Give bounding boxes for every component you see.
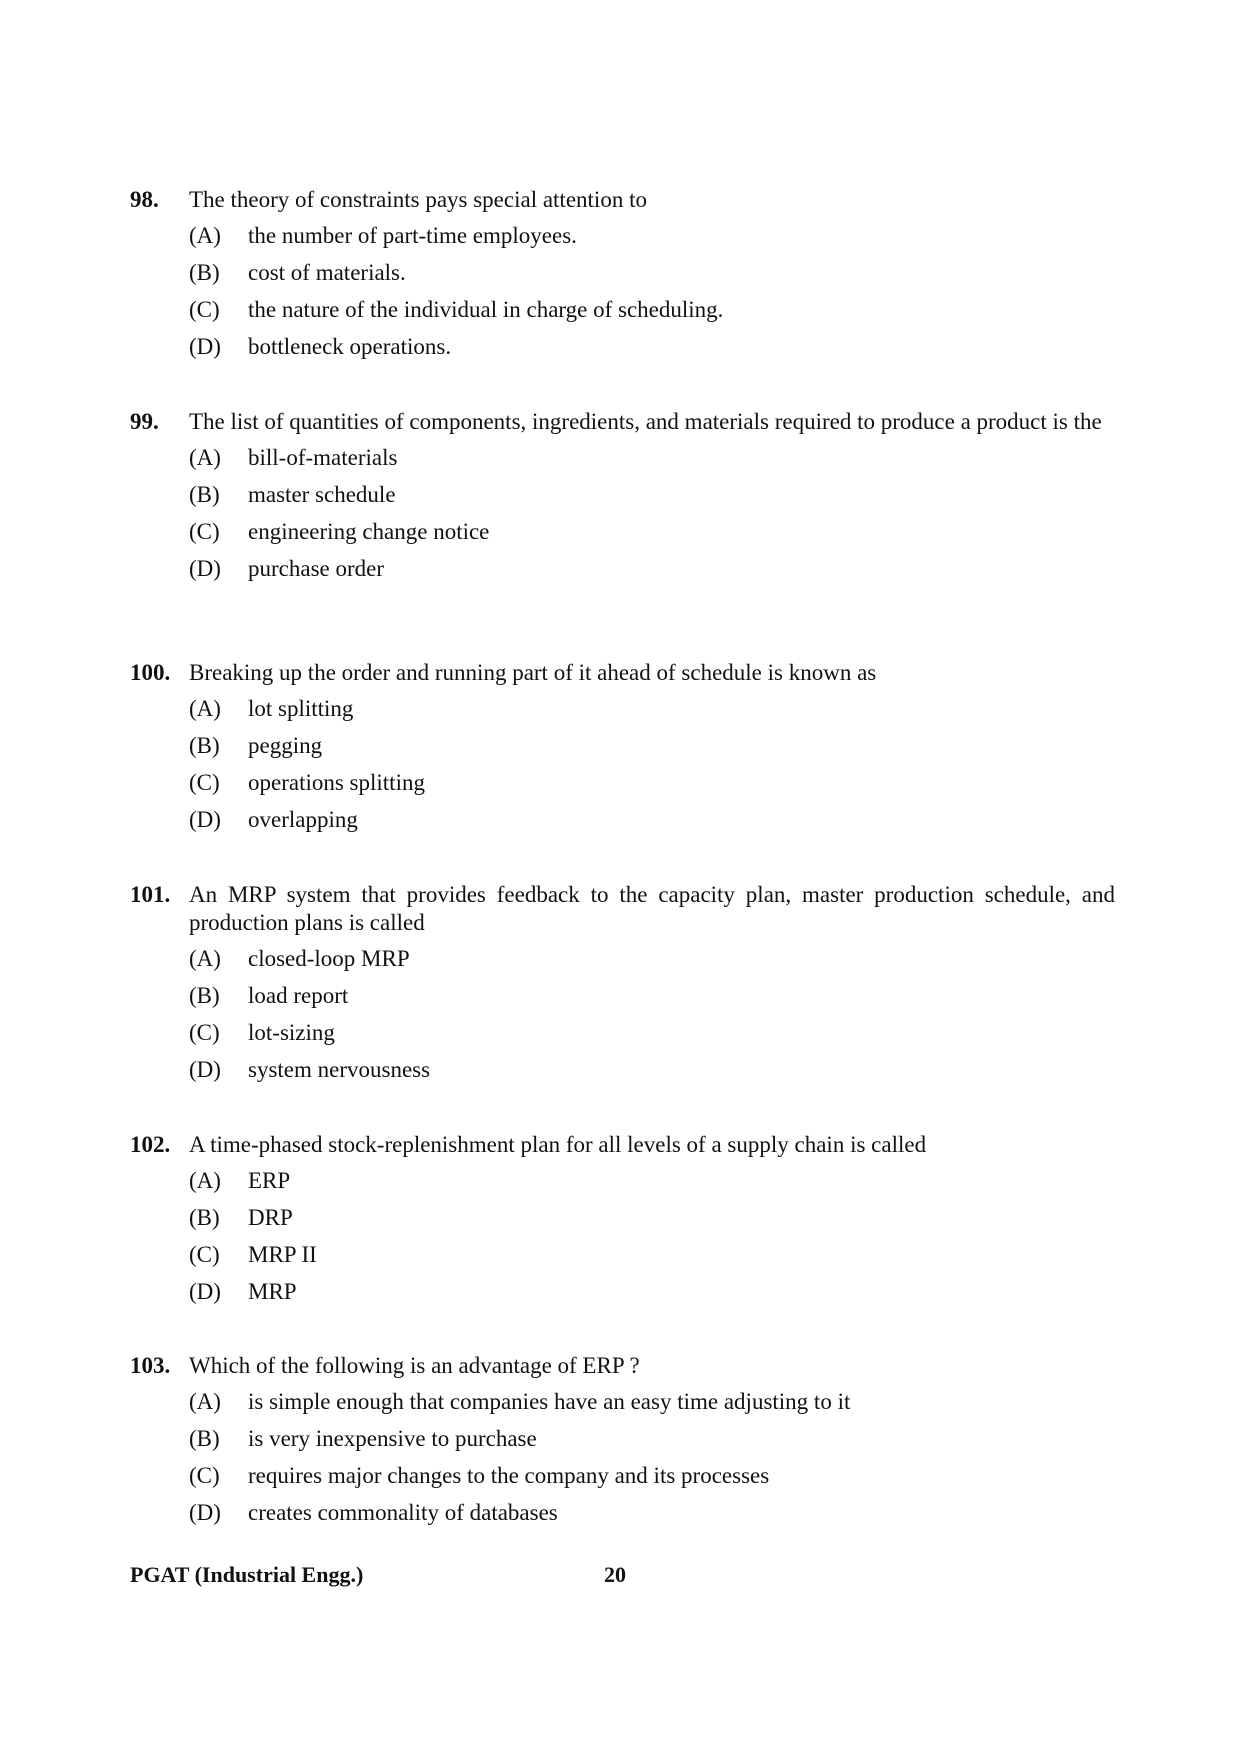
option-label: (B) bbox=[189, 1205, 220, 1230]
option-list bbox=[189, 1167, 1115, 1315]
option-label: (C) bbox=[189, 1020, 220, 1045]
paper-title: PGAT (Industrial Engg.) bbox=[130, 1562, 364, 1587]
option-b bbox=[189, 732, 1115, 769]
option-label: (A) bbox=[189, 1168, 221, 1193]
option-text: DRP bbox=[248, 1205, 293, 1230]
question-stem bbox=[130, 881, 1115, 937]
question-number: 103. bbox=[130, 1353, 171, 1378]
option-list bbox=[189, 1388, 1115, 1536]
option-d bbox=[189, 806, 1115, 843]
option-c bbox=[189, 1241, 1115, 1278]
option-text: pegging bbox=[248, 733, 323, 758]
option-text: cost of materials. bbox=[248, 260, 406, 285]
option-d bbox=[189, 1278, 1115, 1315]
option-list bbox=[189, 695, 1115, 843]
option-d bbox=[189, 1056, 1115, 1093]
question-number: 102. bbox=[130, 1132, 171, 1157]
option-a bbox=[189, 222, 1115, 259]
option-text: closed-loop MRP bbox=[248, 946, 410, 971]
question-number: 101. bbox=[130, 882, 171, 907]
option-label: (A) bbox=[189, 223, 221, 248]
option-label: (D) bbox=[189, 1279, 221, 1304]
option-text: the number of part-time employees. bbox=[248, 223, 577, 248]
option-a bbox=[189, 444, 1115, 481]
option-label: (C) bbox=[189, 770, 220, 795]
option-d bbox=[189, 333, 1115, 370]
question-text: An MRP system that provides feedback to the capacity plan, master production schedule, and production plans is called bbox=[189, 882, 1115, 935]
option-label: (A) bbox=[189, 445, 221, 470]
option-b bbox=[189, 982, 1115, 1019]
option-text: bottleneck operations. bbox=[248, 334, 452, 359]
question-stem bbox=[130, 186, 1115, 214]
option-label: (A) bbox=[189, 1389, 221, 1414]
option-text: lot-sizing bbox=[248, 1020, 335, 1045]
question-102 bbox=[130, 1131, 1115, 1315]
option-text: creates commonality of databases bbox=[248, 1500, 558, 1525]
option-c bbox=[189, 1019, 1115, 1056]
option-label: (C) bbox=[189, 297, 220, 322]
option-list bbox=[189, 222, 1115, 370]
question-100 bbox=[130, 659, 1115, 843]
option-c bbox=[189, 518, 1115, 555]
option-a bbox=[189, 945, 1115, 982]
option-text: requires major changes to the company and its processes bbox=[248, 1463, 770, 1488]
option-text: bill-of-materials bbox=[248, 445, 398, 470]
option-label: (B) bbox=[189, 482, 220, 507]
option-text: is very inexpensive to purchase bbox=[248, 1426, 537, 1451]
option-d bbox=[189, 555, 1115, 592]
option-label: (D) bbox=[189, 334, 221, 359]
option-list bbox=[189, 945, 1115, 1093]
option-a bbox=[189, 1167, 1115, 1204]
option-text: overlapping bbox=[248, 807, 358, 832]
option-b bbox=[189, 1425, 1115, 1462]
option-text: the nature of the individual in charge of scheduling. bbox=[248, 297, 724, 322]
option-label: (D) bbox=[189, 1500, 221, 1525]
option-a bbox=[189, 695, 1115, 732]
option-text: MRP II bbox=[248, 1242, 317, 1267]
question-text: The list of quantities of components, ingredients, and materials required to produce a product is the bbox=[189, 409, 1102, 434]
question-text: A time-phased stock-replenishment plan for all levels of a supply chain is called bbox=[189, 1132, 927, 1157]
question-number: 99. bbox=[130, 409, 159, 434]
option-d bbox=[189, 1499, 1115, 1536]
question-stem bbox=[130, 408, 1115, 436]
question-103 bbox=[130, 1352, 1115, 1536]
option-text: purchase order bbox=[248, 556, 385, 581]
option-text: lot splitting bbox=[248, 696, 354, 721]
option-label: (B) bbox=[189, 1426, 220, 1451]
option-label: (A) bbox=[189, 946, 221, 971]
option-label: (B) bbox=[189, 733, 220, 758]
question-text: The theory of constraints pays special attention to bbox=[189, 187, 647, 212]
option-b bbox=[189, 1204, 1115, 1241]
option-a bbox=[189, 1388, 1115, 1425]
option-label: (C) bbox=[189, 519, 220, 544]
option-b bbox=[189, 259, 1115, 296]
question-stem bbox=[130, 1131, 1115, 1159]
option-label: (D) bbox=[189, 1057, 221, 1082]
question-number: 98. bbox=[130, 187, 159, 212]
option-label: (C) bbox=[189, 1242, 220, 1267]
question-stem bbox=[130, 659, 1115, 687]
option-text: operations splitting bbox=[248, 770, 425, 795]
option-label: (B) bbox=[189, 260, 220, 285]
option-text: engineering change notice bbox=[248, 519, 490, 544]
option-label: (B) bbox=[189, 983, 220, 1008]
option-text: is simple enough that companies have an easy time adjusting to it bbox=[248, 1389, 851, 1414]
option-text: load report bbox=[248, 983, 349, 1008]
option-label: (D) bbox=[189, 807, 221, 832]
page-number: 20 bbox=[604, 1562, 626, 1587]
option-text: system nervousness bbox=[248, 1057, 431, 1082]
option-text: master schedule bbox=[248, 482, 396, 507]
option-c bbox=[189, 1462, 1115, 1499]
option-label: (C) bbox=[189, 1463, 220, 1488]
option-b bbox=[189, 481, 1115, 518]
question-number: 100. bbox=[130, 660, 171, 685]
page-footer bbox=[130, 1562, 1115, 1592]
question-stem bbox=[130, 1352, 1115, 1380]
option-text: MRP bbox=[248, 1279, 297, 1304]
option-label: (D) bbox=[189, 556, 221, 581]
question-101 bbox=[130, 881, 1115, 1093]
question-text: Which of the following is an advantage of ERP ? bbox=[189, 1353, 640, 1378]
option-list bbox=[189, 444, 1115, 592]
option-label: (A) bbox=[189, 696, 221, 721]
question-99 bbox=[130, 408, 1115, 592]
question-98 bbox=[130, 186, 1115, 370]
option-c bbox=[189, 769, 1115, 806]
question-text: Breaking up the order and running part of it ahead of schedule is known as bbox=[189, 660, 877, 685]
option-text: ERP bbox=[248, 1168, 291, 1193]
option-c bbox=[189, 296, 1115, 333]
